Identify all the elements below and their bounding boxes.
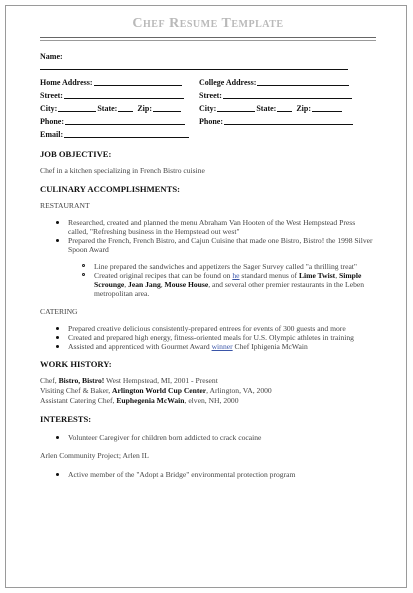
phone-row — [40, 113, 376, 126]
college-phone-label: Phone: — [199, 117, 223, 126]
list-item: Prepared creative delicious consistently-prepared entrees for events of 300 guests and more — [40, 324, 376, 333]
home-zip-label: Zip: — [137, 104, 152, 113]
home-address-label: Home Address: — [40, 78, 93, 87]
college-zip-line[interactable] — [312, 110, 342, 112]
street-row — [40, 87, 376, 100]
job-objective-text: Chef in a kitchen specializing in French Bistro cuisine — [40, 166, 205, 175]
job-objective-heading: JOB OBJECTIVE: — [40, 149, 112, 159]
restaurant-list — [40, 218, 376, 254]
list-item: Created and prepared high energy, fitness-oriented meals for U.S. Olympic athletes in training — [40, 333, 376, 342]
home-zip-line[interactable] — [153, 110, 181, 112]
list-item: Created original recipes that can be found on he standard menus of Lime Twist, Simple Scrounge, Jean Jang, Mouse House, and several other premier restaurants in the Leben metropolitan area. — [40, 271, 376, 298]
he-link[interactable]: he — [232, 271, 240, 280]
title-rule-secondary — [40, 40, 376, 41]
culinary-heading: CULINARY ACCOMPLISHMENTS: — [40, 184, 180, 194]
email-label: Email: — [40, 130, 64, 139]
home-street-label: Street: — [40, 91, 63, 100]
home-city-label: City: — [40, 104, 58, 113]
home-city-line[interactable] — [58, 110, 96, 112]
list-item: Line prepared the sandwiches and appetizers the Sager Survey called "a thrilling treat" — [40, 262, 376, 271]
interests-heading: INTERESTS: — [40, 414, 92, 424]
catering-list — [40, 324, 376, 351]
contact-form — [40, 48, 376, 139]
work-history-heading: WORK HISTORY: — [40, 359, 112, 369]
resume-content — [40, 17, 376, 479]
college-city-line[interactable] — [217, 110, 255, 112]
home-address-line[interactable] — [94, 84, 182, 86]
work-history-line-2: Visiting Chef & Baker, Arlington World Cup Center, Arlington, VA, 2000 — [40, 386, 272, 395]
list-item: Assisted and apprenticed with Gourmet Award winner Chef Iphigenia McWain — [40, 342, 376, 351]
college-street-line[interactable] — [223, 97, 352, 99]
college-address-label: College Address: — [199, 78, 257, 87]
email-row — [40, 126, 376, 139]
college-phone-line[interactable] — [224, 123, 353, 125]
home-phone-line[interactable] — [65, 123, 185, 125]
catering-label: CATERING — [40, 307, 78, 316]
city-row — [40, 100, 376, 113]
list-item: Volunteer Caregiver for children born addicted to crack cocaine — [40, 433, 376, 442]
restaurant-label: RESTAURANT — [40, 201, 90, 210]
list-item: Prepared the French, French Bistro, and Cajun Cuisine that made one Bistro, Bistro! the 1998 Silver Spoon Award — [40, 236, 376, 254]
title-rule — [40, 37, 376, 38]
home-street-line[interactable] — [64, 97, 184, 99]
name-label: Name: — [40, 52, 63, 61]
college-state-label: State: — [256, 104, 277, 113]
work-history-line-1: Chef, Bistro, Bistro! West Hempstead, MI, 2001 - Present — [40, 376, 218, 385]
interests-project: Arlen Community Project; Arlen IL — [40, 451, 149, 460]
list-item: Active member of the "Adopt a Bridge" environmental protection program — [40, 470, 376, 479]
interests-list — [40, 433, 376, 442]
resume-page — [5, 5, 407, 588]
college-zip-label: Zip: — [296, 104, 311, 113]
address-row — [40, 74, 376, 87]
college-address-line[interactable] — [257, 84, 349, 86]
college-street-label: Street: — [199, 91, 222, 100]
email-line[interactable] — [64, 136, 189, 138]
list-item: Researched, created and planned the menu Abraham Van Hooten of the West Hempstead Press called, "Refreshing business in the Hempstead out west" — [40, 218, 376, 236]
restaurant-sub-list — [40, 262, 376, 298]
college-city-label: City: — [199, 104, 217, 113]
home-phone-label: Phone: — [40, 117, 64, 126]
home-state-label: State: — [97, 104, 118, 113]
interests-list-2 — [40, 470, 376, 479]
document-title: Chef Resume Template — [132, 16, 284, 31]
work-history-line-3: Assistant Catering Chef, Euphegenia McWain, elven, NH, 2000 — [40, 396, 239, 405]
name-row — [40, 48, 376, 61]
winner-link[interactable]: winner — [211, 342, 233, 351]
college-state-line[interactable] — [277, 110, 292, 112]
home-state-line[interactable] — [118, 110, 133, 112]
